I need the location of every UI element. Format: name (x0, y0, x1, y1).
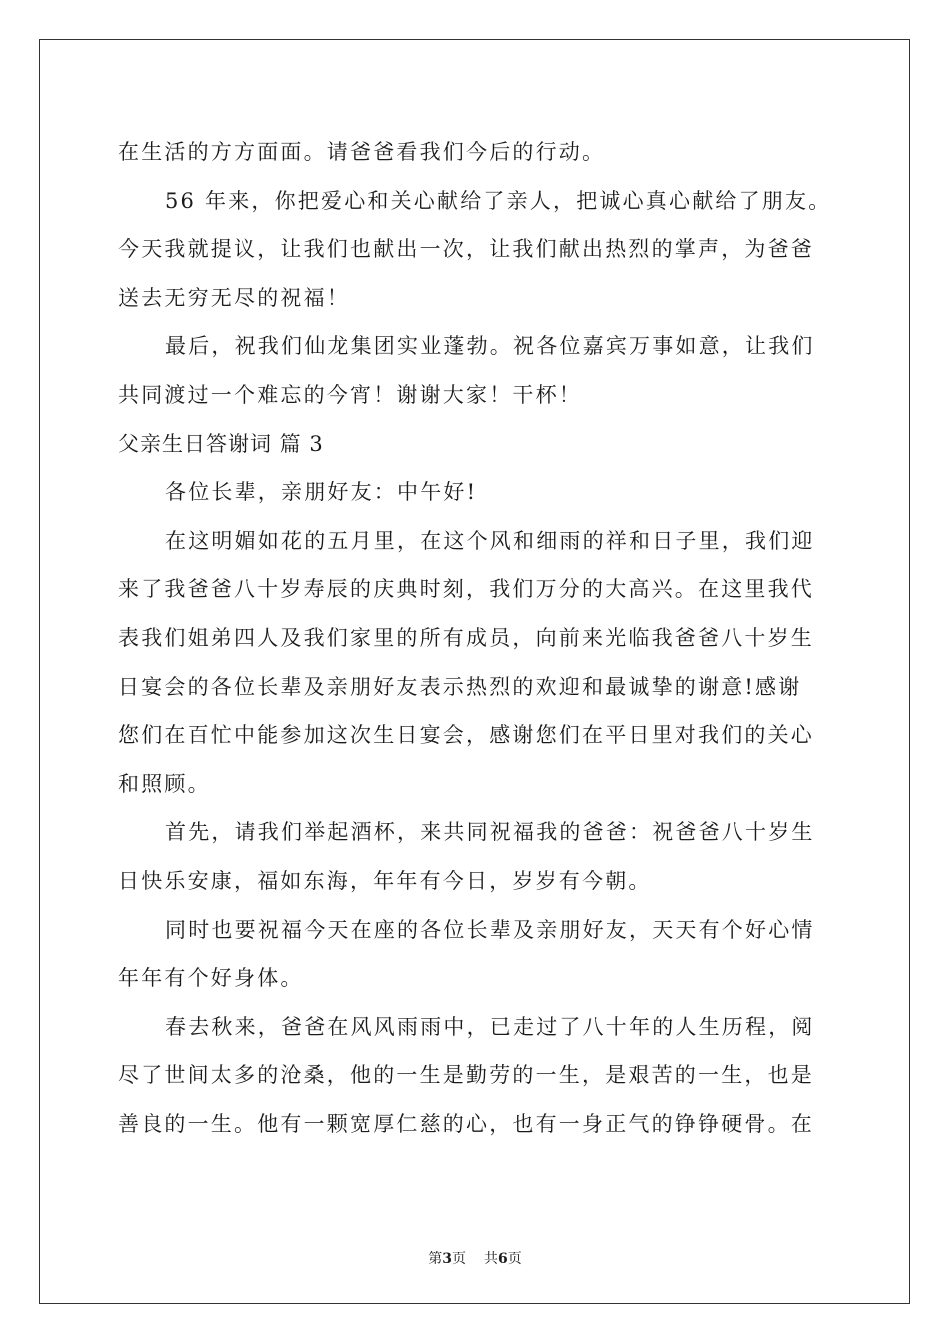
text-line: 日宴会的各位长辈及亲朋好友表示热烈的欢迎和最诚挚的谢意!感谢 (118, 674, 802, 699)
footer-page-number: 3 (442, 1251, 452, 1267)
text-line: 同时也要祝福今天在座的各位长辈及亲朋好友，天天有个好心情 (165, 917, 815, 942)
text-line: 在这明媚如花的五月里，在这个风和细雨的祥和日子里，我们迎 (165, 528, 815, 553)
text-line: 在生活的方方面面。请爸爸看我们今后的行动。 (118, 140, 606, 164)
text-line: 各位长辈，亲朋好友：中午好! (165, 480, 478, 505)
footer-total-suffix: 页 (507, 1251, 522, 1267)
page-footer (0, 1248, 950, 1268)
text-line: 日快乐安康，福如东海，年年有今日，岁岁有今朝。 (118, 868, 652, 893)
text-line: 表我们姐弟四人及我们家里的所有成员，向前来光临我爸爸八十岁生 (118, 625, 814, 650)
footer-page-suffix: 页 (452, 1251, 466, 1267)
section-heading: 父亲生日答谢词 篇 3 (118, 431, 324, 456)
text-line: 送去无穷无尽的祝福！ (118, 285, 350, 310)
text-line: 首先，请我们举起酒杯，来共同祝福我的爸爸：祝爸爸八十岁生 (165, 820, 815, 845)
document-body (118, 128, 838, 1148)
footer-total-pages: 6 (498, 1251, 508, 1267)
footer-total-prefix: 共 (484, 1251, 498, 1267)
text-line: 善良的一生。他有一颗宽厚仁慈的心，也有一身正气的铮铮硬骨。在 (118, 1111, 814, 1136)
footer-page-prefix: 第 (428, 1251, 443, 1267)
text-line: 年年有个好身体。 (118, 966, 304, 991)
text-line: 来了我爸爸八十岁寿辰的庆典时刻，我们万分的大高兴。在这里我代 (118, 577, 814, 602)
text-line: 春去秋来，爸爸在风风雨雨中，已走过了八十年的人生历程，阅 (165, 1014, 815, 1039)
text-line: 尽了世间太多的沧桑，他的一生是勤劳的一生，是艰苦的一生，也是 (118, 1063, 814, 1088)
text-line: 共同渡过一个难忘的今宵！谢谢大家！干杯！ (118, 382, 582, 407)
text-line: 和照顾。 (118, 771, 211, 796)
text-line: 最后，祝我们仙龙集团实业蓬勃。祝各位嘉宾万事如意，让我们 (165, 334, 815, 359)
text-line: 56 年来，你把爱心和关心献给了亲人，把诚心真心献给了朋友。 (165, 188, 832, 213)
text-line: 今天我就提议，让我们也献出一次，让我们献出热烈的掌声，为爸爸 (118, 237, 814, 262)
text-line: 您们在百忙中能参加这次生日宴会，感谢您们在平日里对我们的关心 (118, 723, 814, 748)
